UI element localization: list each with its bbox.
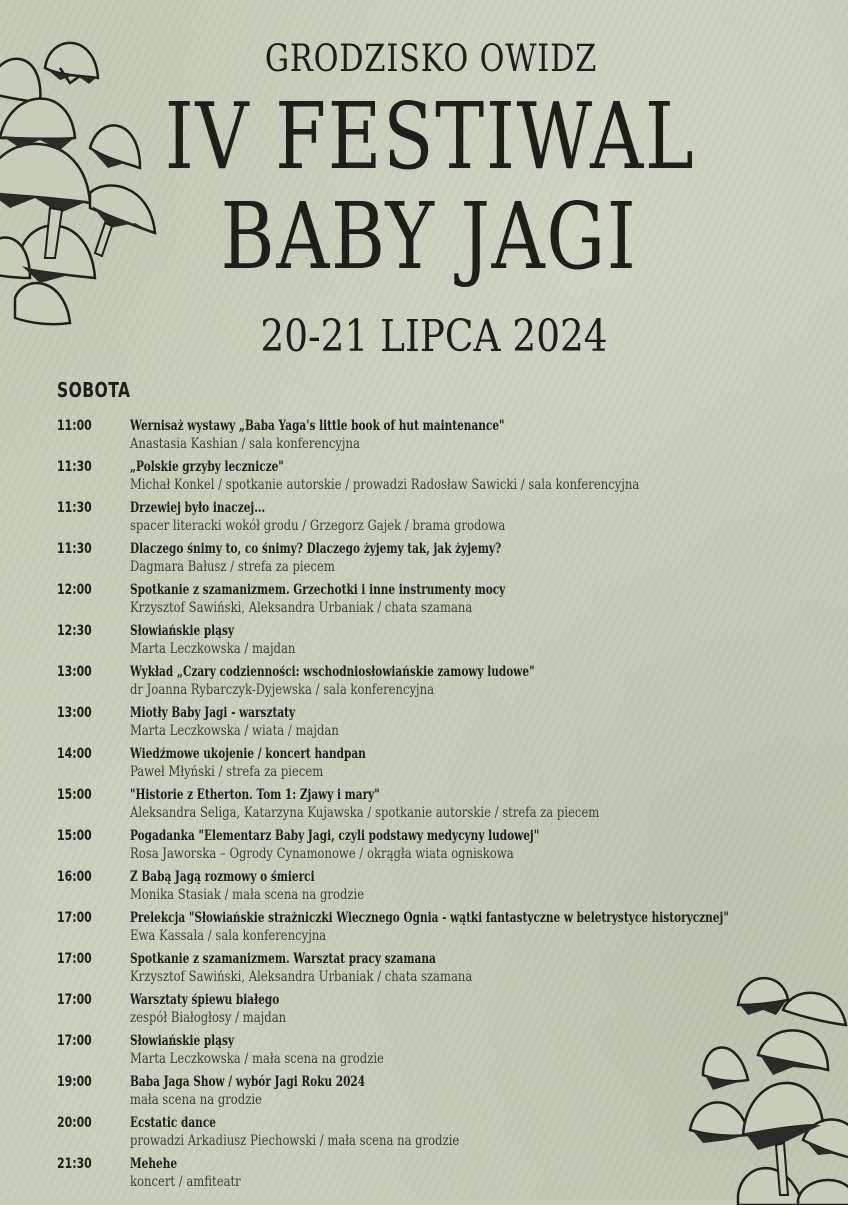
event-time: 20:00	[57, 1115, 92, 1131]
event-details: Ewa Kassala / sala konferencyjna	[130, 928, 327, 944]
event-details: Michał Konkel / spotkanie autorskie / prowadzi Radosław Sawicki / sala konferencyjna	[130, 477, 640, 493]
event-title: Słowiańskie pląsy	[130, 1033, 235, 1049]
event-time: 17:00	[57, 910, 92, 926]
event-title: Prelekcja "Słowiańskie strażniczki Wiecznego Ognia - wątki fantastyczne w beletrystyce historycznej"	[130, 910, 729, 926]
event-time: 14:00	[57, 746, 92, 762]
event-title: Ecstatic dance	[130, 1115, 216, 1131]
schedule-item	[57, 500, 837, 541]
schedule-item	[57, 951, 837, 992]
festival-title-line1: IV FESTIWAL	[164, 83, 696, 190]
event-details: zespół Białogłosy / majdan	[130, 1010, 287, 1026]
event-details: Monika Stasiak / mała scena na grodzie	[130, 887, 365, 903]
event-title: Miotły Baby Jagi - warsztaty	[130, 705, 296, 721]
event-time: 21:30	[57, 1156, 92, 1172]
event-time: 13:00	[57, 664, 92, 680]
schedule-item	[57, 828, 837, 869]
event-title: Wernisaż wystawy „Baba Yaga's little book of hut maintenance"	[130, 418, 505, 434]
event-title: Wykład „Czary codzienności: wschodniosłowiańskie zamowy ludowe"	[130, 664, 535, 680]
schedule-item	[57, 1156, 837, 1197]
event-details: prowadzi Arkadiusz Piechowski / mała scena na grodzie	[130, 1133, 460, 1149]
schedule-item	[57, 787, 837, 828]
schedule-item	[57, 623, 837, 664]
event-time: 17:00	[57, 992, 92, 1008]
schedule-item	[57, 664, 837, 705]
festival-dates: 20-21 LIPCA 2024	[260, 311, 608, 362]
event-details: spacer literacki wokół grodu / Grzegorz Gajek / brama grodowa	[130, 518, 506, 534]
event-time: 19:00	[57, 1074, 92, 1090]
event-time: 17:00	[57, 951, 92, 967]
schedule-item	[57, 582, 837, 623]
event-time: 17:00	[57, 1033, 92, 1049]
event-details: Marta Leczkowska / wiata / majdan	[130, 723, 339, 739]
schedule-item	[57, 1033, 837, 1074]
schedule-item	[57, 910, 837, 951]
event-title: Warsztaty śpiewu białego	[130, 992, 280, 1008]
event-details: Rosa Jaworska – Ogrody Cynamonowe / okrągła wiata ogniskowa	[130, 846, 514, 862]
event-details: mała scena na grodzie	[130, 1092, 262, 1108]
event-title: "Historie z Etherton. Tom 1: Zjawy i mary"	[130, 787, 380, 803]
event-details: Aleksandra Seliga, Katarzyna Kujawska / spotkanie autorskie / strefa za piecem	[130, 805, 600, 821]
event-time: 12:30	[57, 623, 92, 639]
schedule-item	[57, 418, 837, 459]
event-details: Krzysztof Sawiński, Aleksandra Urbaniak / chata szamana	[130, 969, 473, 985]
event-time: 11:30	[57, 500, 92, 516]
event-details: Paweł Młyński / strefa za piecem	[130, 764, 324, 780]
event-title: Z Babą Jagą rozmowy o śmierci	[130, 869, 315, 885]
event-time: 15:00	[57, 828, 92, 844]
event-details: Marta Leczkowska / mała scena na grodzie	[130, 1051, 384, 1067]
event-title: Wiedźmowe ukojenie / koncert handpan	[130, 746, 366, 762]
event-time: 11:00	[57, 418, 92, 434]
event-title: „Polskie grzyby lecznicze"	[130, 459, 284, 475]
event-details: koncert / amfiteatr	[130, 1174, 241, 1190]
schedule-item	[57, 705, 837, 746]
schedule-item	[57, 746, 837, 787]
event-title: Baba Jaga Show / wybór Jagi Roku 2024	[130, 1074, 366, 1090]
schedule-item	[57, 1115, 837, 1156]
event-details: Dagmara Bałusz / strefa za piecem	[130, 559, 335, 575]
schedule-item	[57, 459, 837, 500]
event-details: Anastasia Kashian / sala konferencyjna	[130, 436, 360, 452]
event-time: 13:00	[57, 705, 92, 721]
schedule-item	[57, 541, 837, 582]
day-heading: SOBOTA	[57, 378, 131, 402]
event-details: Krzysztof Sawiński, Aleksandra Urbaniak / chata szamana	[130, 600, 473, 616]
event-time: 15:00	[57, 787, 92, 803]
poster-header	[0, 37, 848, 362]
schedule-list	[57, 418, 837, 1197]
event-title: Spotkanie z szamanizmem. Grzechotki i inne instrumenty mocy	[130, 582, 506, 598]
schedule-item	[57, 1074, 837, 1115]
event-title: Dlaczego śnimy to, co śnimy? Dlaczego żyjemy tak, jak żyjemy?	[130, 541, 502, 557]
event-details: Marta Leczkowska / majdan	[130, 641, 296, 657]
event-time: 11:30	[57, 541, 92, 557]
event-title: Drzewiej było inaczej...	[130, 500, 266, 516]
event-title: Mehehe	[130, 1156, 178, 1172]
venue-name: GRODZISKO OWIDZ	[264, 37, 598, 80]
schedule-item	[57, 992, 837, 1033]
event-time: 16:00	[57, 869, 92, 885]
event-time: 11:30	[57, 459, 92, 475]
event-details: dr Joanna Rybarczyk-Dyjewska / sala konferencyjna	[130, 682, 435, 698]
event-time: 12:00	[57, 582, 92, 598]
festival-title-line2: BABY JAGI	[220, 183, 638, 290]
event-title: Słowiańskie pląsy	[130, 623, 235, 639]
event-title: Pogadanka "Elementarz Baby Jagi, czyli podstawy medycyny ludowej"	[130, 828, 540, 844]
schedule-item	[57, 869, 837, 910]
event-title: Spotkanie z szamanizmem. Warsztat pracy szamana	[130, 951, 436, 967]
